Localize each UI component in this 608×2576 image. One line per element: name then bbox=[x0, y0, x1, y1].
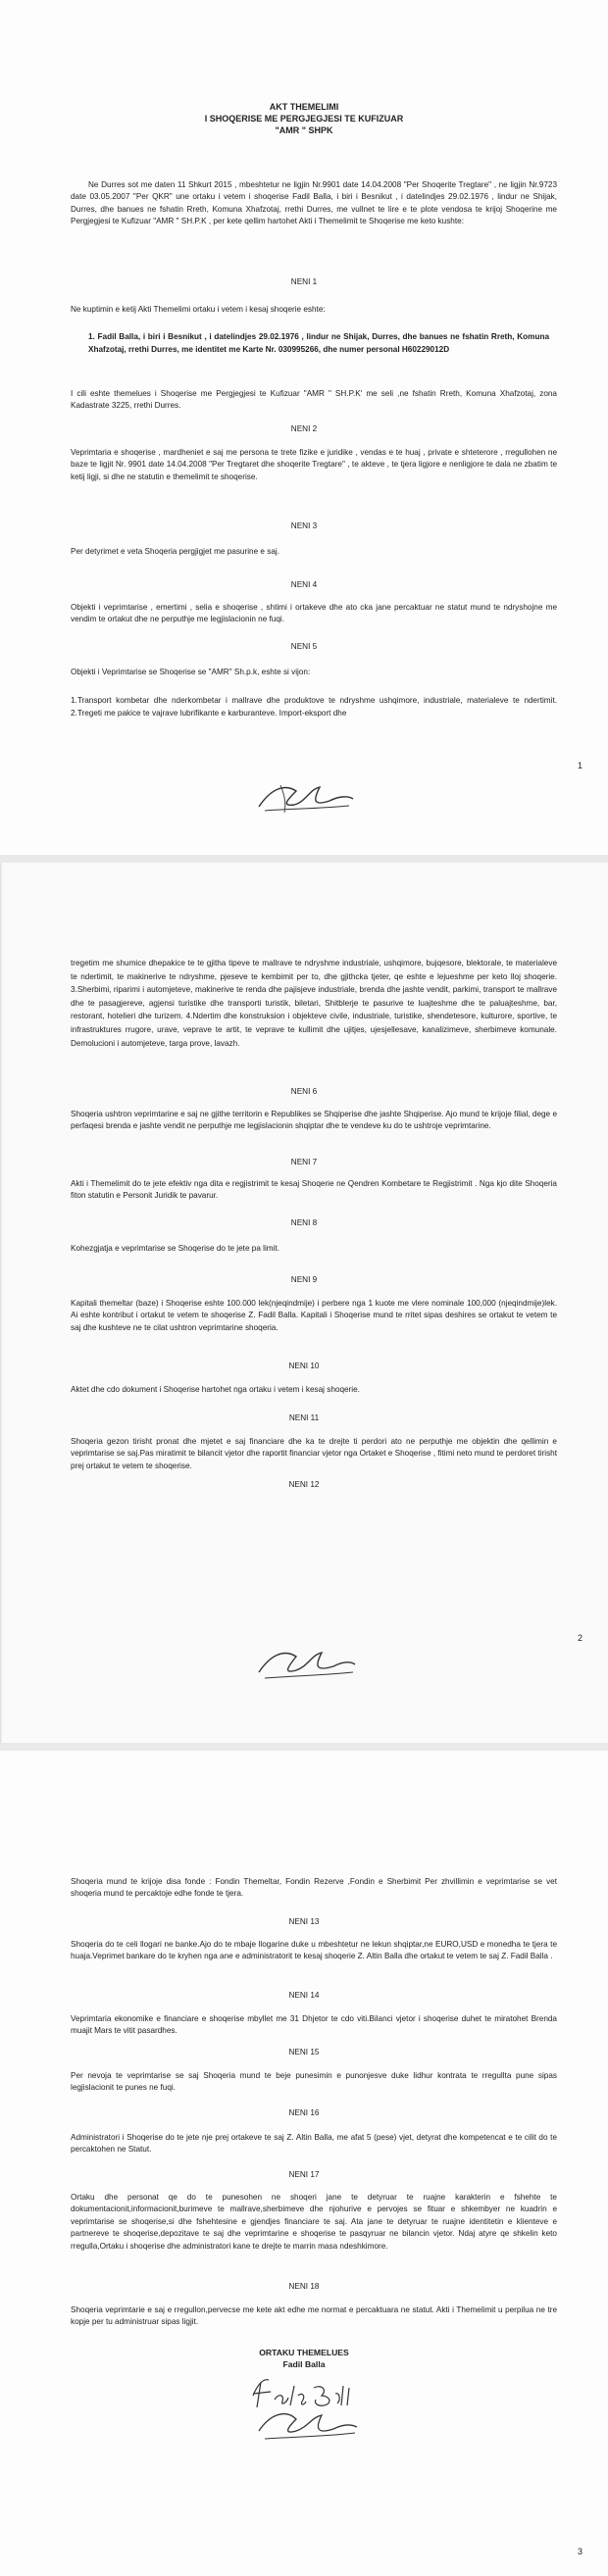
article-heading: NENI 3 bbox=[290, 521, 318, 530]
founder-item: 1. Fadil Balla, i biri i Besnikut , i datelindjes 29.02.1976 , lindur ne Shijak, Durres, dhe banues ne fshatin Rreth, Komuna Xhafzotaj, rrethi Durres, me identitet me Karte Nr. 030995266, dhe numer personal H60229012D bbox=[88, 332, 549, 355]
article-text: Per detyrimet e veta Shoqeria pergjigjet me pasurine e saj. bbox=[71, 547, 279, 556]
article-heading: NENI 6 bbox=[290, 1087, 318, 1096]
article-heading: NENI 12 bbox=[288, 1480, 320, 1489]
handwritten-signature bbox=[239, 2366, 367, 2454]
company-name: "AMR " SHPK bbox=[275, 125, 333, 135]
article-text: Shoqeria ushtron veprimtarine e saj ne gjithe territorin e Republikes se Shqiperise dhe jashte Shqiperise. Ajo mund te krijoje filial, dege e perfaqesi brenda e jashte vendit ne perputhje me legjislacionin shqiptar dhe te vendeve ku do te ushtroje veprimtarine. bbox=[71, 1110, 557, 1131]
signature-initials bbox=[253, 1637, 361, 1686]
article-heading: NENI 7 bbox=[290, 1158, 318, 1166]
article-heading: NENI 18 bbox=[288, 2282, 320, 2291]
article-text: Shoqeria gezon tirisht pronat dhe mjetet e saj financiare dhe ka te drejte ti perdori ato ne perputhje me objektin dhe qellimin e veprimtarise se saj.Pas miratimit te bilancit vjetor dhe raportit financiar vjetor nga Ortaket e Shoqerise , fitimi neto mund te perdoret tirisht prej ortakut te vetem te shoqerise. bbox=[71, 1437, 557, 1470]
article-heading: NENI 9 bbox=[290, 1275, 318, 1284]
article-heading: NENI 8 bbox=[290, 1218, 318, 1227]
signature-initials bbox=[251, 769, 359, 818]
page-number: 3 bbox=[577, 2547, 583, 2556]
page-separator bbox=[0, 855, 608, 863]
article-heading: NENI 10 bbox=[288, 1362, 320, 1370]
article-text: Aktet dhe cdo dokument i Shoqerise hartohet nga ortaku i vetem i kesaj shoqerie. bbox=[71, 1385, 360, 1394]
article-heading: NENI 4 bbox=[290, 580, 318, 589]
business-objects: 1.Transport kombetar dhe nderkombetar i mallrave dhe produktove te ndryshme ushqimore, industriale, materialeve te ndertimit. 2.Tregeti me pakice te vajrave lubrifikante e karburanteve. Import-eksport dhe bbox=[71, 696, 557, 718]
business-objects-continued: tregetim me shumice dhepakice te te gjitha tipeve te mallrave te ndryshme industriale, ushqimore, bujqesore, blektorale, te materialeve te ndertimit, te makinerive te ndryshme, pjeseve te kembimit per to, dhe gjithcka tjeter, qe eshte e lejueshme per keto lloj shoqerie. 3.Sherbimi, riparimi i automjeteve, makinerive te renda dhe pajisjeve industriale, brenda dhe jashte vendit, parkimi, transport te mallrave dhe te pasagjereve, agjensi turistike dhe transporti turistik, biletari, Shitblerje te pasurive te luajteshme dhe te paluajteshme, bar, restorant, hotelieri dhe turizem. 4.Ndertim dhe konstruksion i objekteve civile, industriale, turistike, shendetesore, kulturore, sportive, te infrastruktures rrugore, urave, veprave te artit, te veprave te kullimit dhe ujitjes, ujesjellesave, kanalizimeve, sherbimeve komunale. Demolucioni i automjeteve, targa prove, lavazh. bbox=[71, 959, 557, 1048]
article-text: Ne kuptimin e ketij Akti Themelimi ortaku i vetem i kesaj shoqerie eshte: bbox=[71, 305, 326, 314]
article-heading: NENI 1 bbox=[290, 277, 318, 286]
article-heading: NENI 14 bbox=[288, 1991, 320, 2000]
article-text: Veprimtaria ekonomike e financiare e shoqerise mbyllet me 31 Dhjetor te cdo viti.Bilanci vjetor i shoqerise duhet te miratohet Brenda muajit Mars te vitit pasardhes. bbox=[71, 2014, 557, 2036]
document-title: AKT THEMELIMI bbox=[269, 102, 339, 112]
article-text: Shoqeria do te celi llogari ne banke.Ajo do te mbaje llogarine duke u mbeshtetur ne lekun shqiptar,ne EURO,USD e monedha te tjera te huaja.Veprimet bankare do te kryhen nga ane e administratorit te kesaj shoqerie Z. Altin Balla dhe ortakut te vetem te saj Z. Fadil Balla . bbox=[71, 1940, 557, 1961]
article-text: Administratori i Shoqerise do te jete nje prej ortakeve te saj Z. Altin Balla, me afat 5 (pese) vjet, detyrat dhe kompetencat e te cilit do te percaktohen ne Statut. bbox=[71, 2133, 557, 2155]
article-text: Shoqeria mund te krijoje disa fonde : Fondin Themeltar, Fondin Rezerve ,Fondin e Sherbimit Per zhvillimin e veprimtarise se vet shoqeria mund te percaktoje edhe fonde te tjera. bbox=[71, 1877, 557, 1899]
page-separator bbox=[0, 1743, 608, 1751]
article-text: Akti i Themelimit do te jete efektiv nga dita e regjistrimit te kesaj Shoqerie ne Qendren Kombetare te Regjistrimit . Nga kjo dite Shoqeria fiton statutin e Personit Juridik te pavarur. bbox=[71, 1179, 557, 1201]
page-number: 1 bbox=[577, 761, 583, 770]
seat-paragraph: I cili eshte themelues i Shoqerise me Pergjegjesi te Kufizuar "AMR " SH.P.K' me seli ,ne fshatin Rreth, Komuna Xhafzotaj, zona Kadastrate 3225, rrethi Durres. bbox=[71, 389, 557, 411]
document-page-3 bbox=[0, 1751, 608, 2576]
article-heading: NENI 15 bbox=[288, 2048, 320, 2056]
article-text: Objekti i veprimtarise , emertimi , selia e shoqerise , shtimi i ortakeve dhe ato cka jane percaktuar ne statut mund te ndryshojne me vendim te ortakut dhe ne perputhje me legjislacionin ne fuqi. bbox=[71, 603, 557, 624]
page-number: 2 bbox=[577, 1633, 583, 1643]
article-text: Per nevoja te veprimtarise se saj Shoqeria mund te beje punesimin e punonjesve duke lidhur kontrata te rregullta pune sipas legjislacionit te punes ne fuqi. bbox=[71, 2071, 557, 2093]
signatory-name: Fadil Balla bbox=[282, 2359, 326, 2369]
article-text: Kohezgjatja e veprimtarise se Shoqerise do te jete pa limit. bbox=[71, 1244, 279, 1253]
article-text: Ortaku dhe personat qe do te punesohen ne shoqeri jane te detyruar te ruajne karakterin e fshehte te dokumentacionit,informacionit,burimeve te mallrave,sherbimeve dhe njohurive e pervojes se fituar e shkembyer ne kuadrin e veprimtarise se shoqerise,si dhe fshehtesine e gjendjes financiare te saj. Ata jane te detyruar te ruajne identitetin e klienteve e partnereve te shoqerise,depozitave te saj dhe veprimtarine e shoqerise te pasqyruar ne bilancin vjetor. Ndaj atyre qe shkelin keto rregulla,Ortaku i shoqerise dhe administratori kane te drejte te marrin masa ndeshkimore. bbox=[71, 2193, 557, 2251]
article-heading: NENI 2 bbox=[290, 424, 318, 433]
article-heading: NENI 16 bbox=[288, 2108, 320, 2117]
article-text: Kapitali themeltar (baze) i Shoqerise eshte 100.000 lek(njeqindmije) i perbere nga 1 kuote me vlere nominale 100,000 (njeqindmije)lek. Ai eshte kontribut i ortakut te vetem te shoqerise Z. Fadil Balla. Kapitali i Shoqerise mund te rritet sipas deshires se ortakut te vetem te saj dhe kushteve ne te cilat ushtron veprimtarine shoqeria. bbox=[71, 1299, 557, 1332]
article-heading: NENI 17 bbox=[288, 2170, 320, 2179]
document-page-2 bbox=[0, 863, 608, 1743]
document-subtitle: I SHOQERISE ME PERGJEGJESI TE KUFIZUAR bbox=[204, 114, 404, 124]
document-page-1 bbox=[0, 0, 608, 855]
article-heading: NENI 11 bbox=[288, 1413, 320, 1422]
article-heading: NENI 13 bbox=[288, 1917, 320, 1926]
article-heading: NENI 5 bbox=[290, 642, 318, 651]
article-text: Veprimtaria e shoqerise , mardheniet e saj me persona te trete fizike e juridike , vendas e te huaj , private e shteterore , rregullohen ne baze te ligjit Nr. 9901 date 14.04.2008 "Per Tregtaret dhe shoqerite Tregtare" , te akteve , te tjera ligjore e nenligjore te dala ne zbatim te ketij ligji, si dhe ne statutin e themelimit te shoqerise. bbox=[71, 448, 557, 481]
intro-paragraph: Ne Durres sot me daten 11 Shkurt 2015 , mbeshtetur ne ligjin Nr.9901 date 14.04.2008 "Per Shoqerite Tregtare" , ne ligjin Nr.9723 date 03.05.2007 "Per QKR" une ortaku i vetem i shoqerise Fadil Balla, i biri i Besnikut , i datelindjes 29.02.1976 , lindur ne Shijak, Durres, dhe banues ne fshatin Rreth, Komuna Xhafzotaj, rrethi Durres, me vullnet te lire e te plote vendosa te krijoj Shoqerine me Pergjegjesi te Kufizuar "AMR " SH.P.K , per kete qellim hartohet Akti i Themelimit te Shoqerise me keto kushte: bbox=[71, 180, 557, 226]
article-text: Objekti i Veprimtarise se Shoqerise se "AMR" Sh.p.k, eshte si vijon: bbox=[71, 668, 311, 676]
signatory-title: ORTAKU THEMELUES bbox=[259, 2348, 349, 2357]
article-text: Shoqeria veprimtarie e saj e rregullon,pervecse me kete akt edhe me normat e percaktuara ne statut. Akti i Themelimit u perpilua ne tre kopje per tu administruar sipas ligjit. bbox=[71, 2305, 557, 2327]
